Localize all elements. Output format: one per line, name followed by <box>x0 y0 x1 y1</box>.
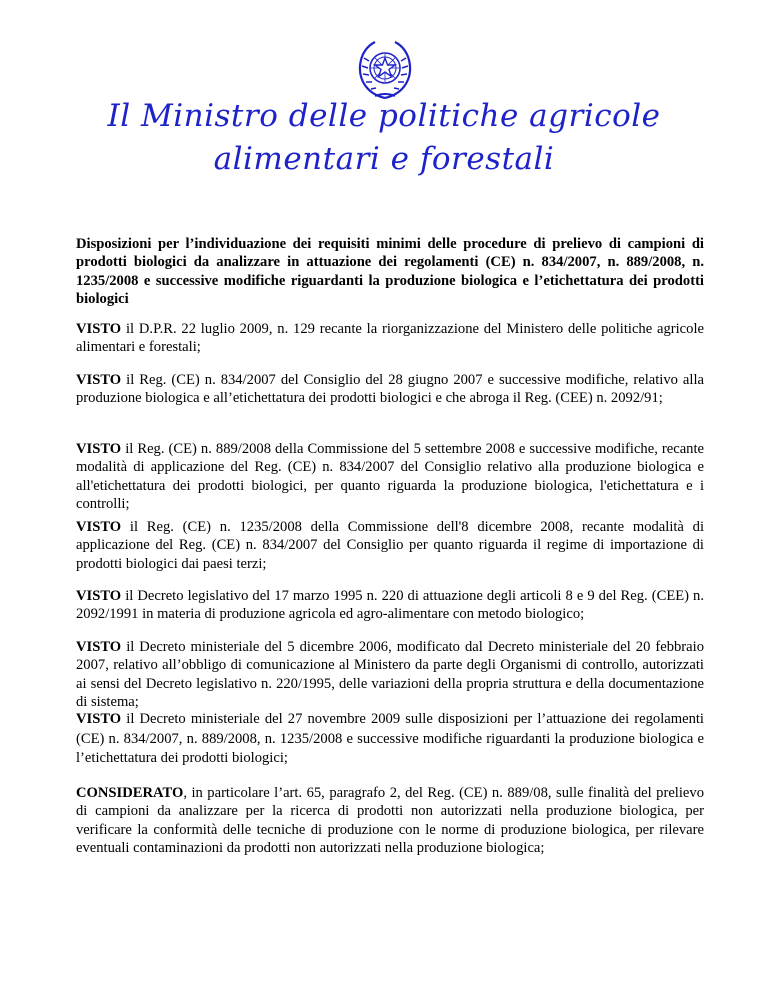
document-title: Disposizioni per l’individuazione dei requisiti minimi delle procedure di prelievo di campioni di prodotti biologici da analizzare in attuazione dei regolamenti (CE) n. 834/2007, n. 889/2008, n. 1235/2008 e successive modifiche riguardanti la produzione biologica e l’etichettatura dei prodotti biologici <box>76 236 704 307</box>
recital-text: , in particolare l’art. 65, paragrafo 2, del Reg. (CE) n. 889/08, sulle finalità del prelievo di campioni da analizzare per la ricerca di prodotti non autorizzati nella produzione biologica, per verificare la conformità delle tecniche di produzione con le norme di produzione biologica, per rilevare eventuali contaminazioni da prodotti non autorizzati nella produzione biologica; <box>76 785 704 856</box>
recital-keyword: CONSIDERATO <box>76 785 184 801</box>
recital-paragraph <box>76 320 704 357</box>
recital-paragraph <box>76 587 704 624</box>
recital-paragraph <box>76 518 704 573</box>
recital-text: il Decreto legislativo del 17 marzo 1995 n. 220 di attuazione degli articoli 8 e 9 del Reg. (CEE) n. 2092/1991 in materia di produzione agricola ed agro-alimentare con metodo biologico; <box>76 588 704 623</box>
recital-text: il Reg. (CE) n. 834/2007 del Consiglio del 28 giugno 2007 e successive modifiche, relativo alla produzione biologica e all’etichettatura dei prodotti biologici e che abroga il Reg. (CEE) n. 2092/91; <box>76 372 704 407</box>
recital-text: il Reg. (CE) n. 889/2008 della Commissione del 5 settembre 2008 e successive modifiche, recante modalità di applicazione del Reg. (CE) n. 834/2007 del Consiglio relativo alla produzione biologica e all'etichettatura dei prodotti biologici, per quanto riguarda la produzione biologica, l'etichettatura e i controlli; <box>76 441 704 512</box>
recital-keyword: VISTO <box>76 711 122 727</box>
recital-paragraph <box>76 440 704 513</box>
recital-paragraph <box>76 710 704 769</box>
recital-text: il D.P.R. 22 luglio 2009, n. 129 recante la riorganizzazione del Ministero delle politiche agricole alimentari e forestali; <box>76 321 704 356</box>
recital-text: il Decreto ministeriale del 5 dicembre 2006, modificato dal Decreto ministeriale del 20 febbraio 2007, relativo all’obbligo di comunicazione al Ministero da parte degli Organismi di controllo, autorizzati ai sensi del Decreto legislativo n. 220/1995, delle variazioni della propria struttura e della documentazione di sistema; <box>76 639 704 710</box>
recital-paragraph <box>76 371 704 408</box>
recital-keyword: VISTO <box>76 372 122 388</box>
recital-keyword: VISTO <box>76 519 122 535</box>
recital-paragraph <box>76 784 704 857</box>
ministry-name-line-2: alimentari e forestali <box>213 141 555 177</box>
recital-keyword: VISTO <box>76 588 122 604</box>
recital-paragraph <box>76 638 704 711</box>
italian-republic-emblem-icon <box>355 36 415 102</box>
recital-keyword: VISTO <box>76 639 122 655</box>
recital-keyword: VISTO <box>76 441 122 457</box>
recital-text: il Reg. (CE) n. 1235/2008 della Commissione dell'8 dicembre 2008, recante modalità di applicazione del Reg. (CE) n. 834/2007 del Consiglio per quanto riguarda il regime di importazione di prodotti biologici dai paesi terzi; <box>76 519 704 572</box>
ministry-name-line-1: Il Ministro delle politiche agricole <box>107 98 661 134</box>
recital-keyword: VISTO <box>76 321 122 337</box>
recital-text: il Decreto ministeriale del 27 novembre 2009 sulle disposizioni per l’attuazione dei regolamenti (CE) n. 834/2007, n. 889/2008, n. 1235/2008 e successive modifiche riguardanti la produzione biologica e l’etichettatura dei prodotti biologici; <box>76 711 704 766</box>
